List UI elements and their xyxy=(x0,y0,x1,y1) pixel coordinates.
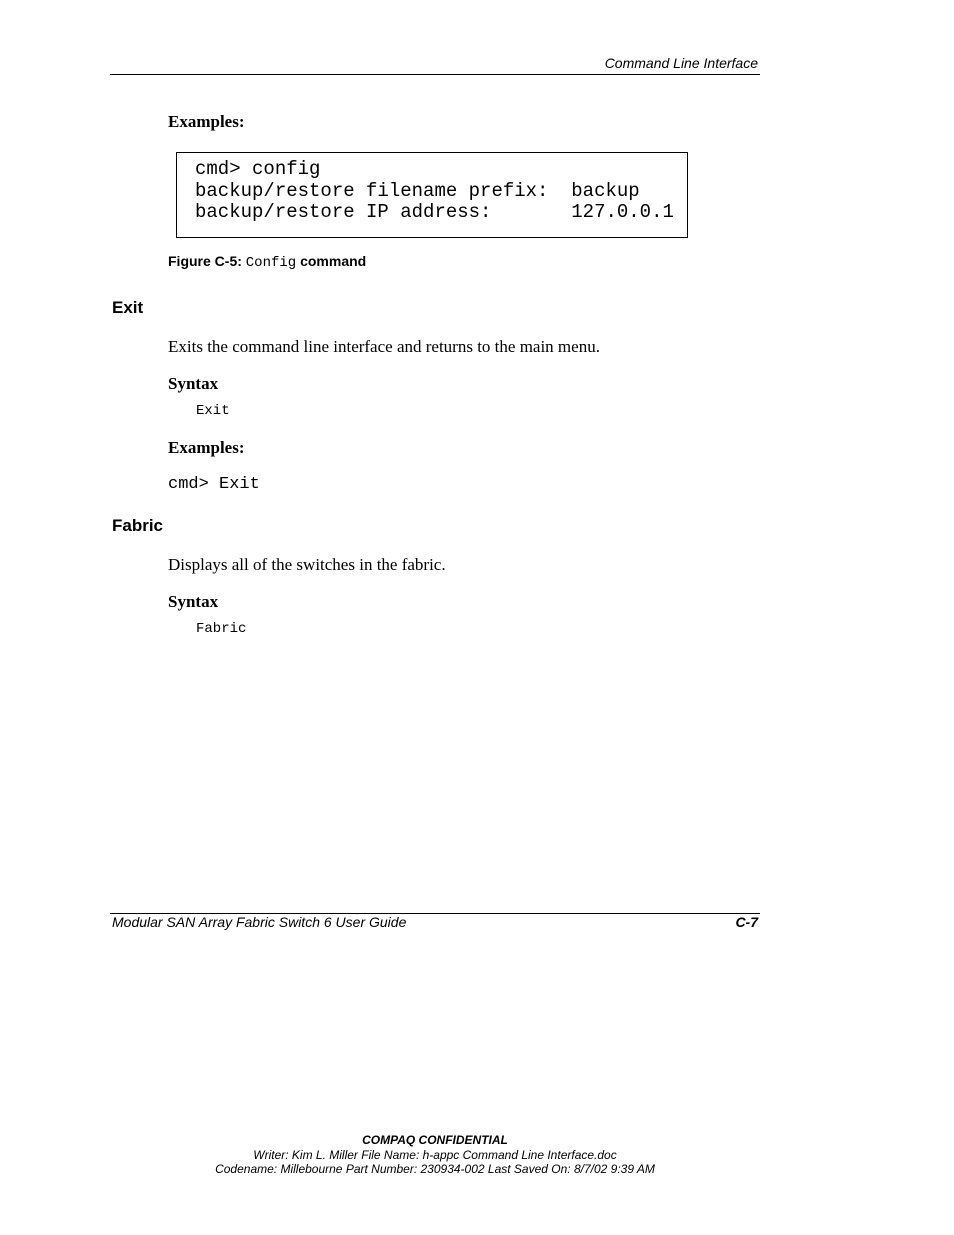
figure-caption xyxy=(168,253,366,271)
footer-guide-title: Modular SAN Array Fabric Switch 6 User Guide xyxy=(112,914,407,930)
fabric-description: Displays all of the switches in the fabric. xyxy=(168,555,446,574)
exit-example-code: cmd> Exit xyxy=(168,475,260,494)
fabric-syntax-code: Fabric xyxy=(196,621,247,637)
confidential-title: COMPAQ CONFIDENTIAL xyxy=(362,1133,508,1147)
exit-syntax-code: Exit xyxy=(196,403,230,419)
confidential-codename-line: Codename: Millebourne Part Number: 230934-002 Last Saved On: 8/7/02 9:39 AM xyxy=(215,1162,655,1176)
caption-code: Config xyxy=(245,255,297,271)
code-line: backup/restore IP address: 127.0.0.1 xyxy=(195,201,674,223)
confidential-writer-line: Writer: Kim L. Miller File Name: h-appc Command Line Interface.doc xyxy=(253,1148,617,1162)
fabric-syntax-label: Syntax xyxy=(168,592,219,611)
caption-prefix: Figure C-5: xyxy=(168,253,242,269)
caption-suffix: command xyxy=(300,253,367,269)
footer-page-number: C-7 xyxy=(735,914,758,930)
exit-description: Exits the command line interface and returns to the main menu. xyxy=(168,337,600,356)
fabric-heading: Fabric xyxy=(112,516,164,535)
config-code-box xyxy=(176,152,688,238)
exit-examples-label: Examples: xyxy=(168,438,245,457)
code-line: backup/restore filename prefix: backup xyxy=(195,180,640,202)
config-examples-label: Examples: xyxy=(168,112,245,131)
exit-heading: Exit xyxy=(112,298,144,317)
header-rule xyxy=(110,74,760,75)
code-line: cmd> config xyxy=(195,158,321,180)
running-header: Command Line Interface xyxy=(604,55,758,71)
exit-syntax-label: Syntax xyxy=(168,374,219,393)
